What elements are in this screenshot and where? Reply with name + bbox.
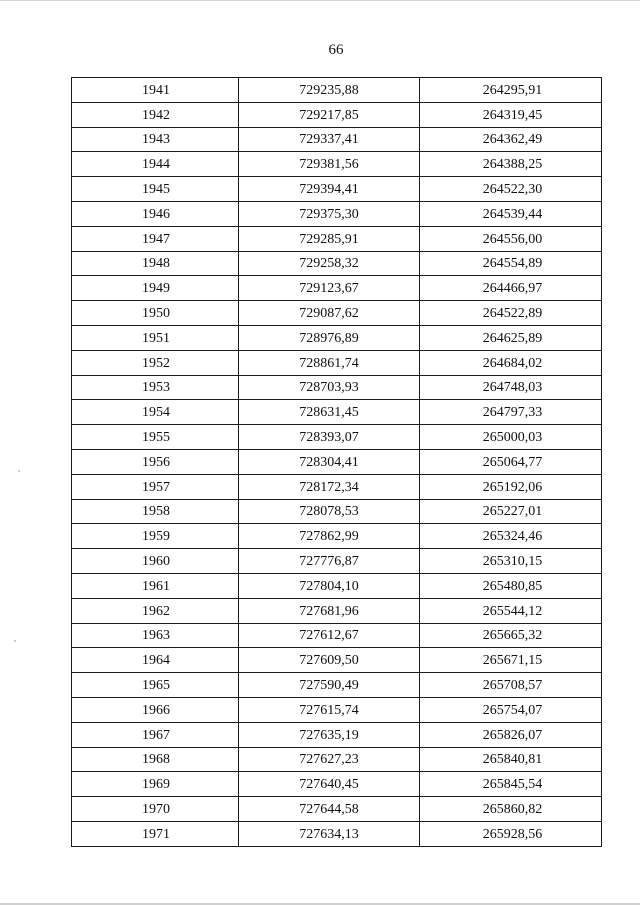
point-number-cell xyxy=(72,697,239,722)
x-coordinate-cell-value: 728393,07 xyxy=(299,430,359,446)
x-coordinate-cell-value: 729235,88 xyxy=(299,82,359,98)
y-coordinate-cell-value: 265227,01 xyxy=(482,504,543,520)
y-coordinate-cell xyxy=(420,474,602,499)
y-coordinate-cell xyxy=(420,177,602,202)
coordinates-table-body xyxy=(72,78,602,847)
y-coordinate-cell-value: 265826,07 xyxy=(482,727,543,743)
y-coordinate-cell xyxy=(420,673,602,698)
x-coordinate-cell xyxy=(239,449,420,474)
y-coordinate-cell xyxy=(420,697,602,722)
point-number-cell xyxy=(72,226,239,251)
point-number-cell-value: 1958 xyxy=(142,504,170,520)
y-coordinate-cell xyxy=(420,623,602,648)
point-number-cell xyxy=(72,400,239,425)
y-coordinate-cell-value: 264684,02 xyxy=(482,355,543,371)
table-row xyxy=(72,821,602,846)
y-coordinate-cell-value: 265845,54 xyxy=(482,777,543,793)
point-number-cell-value: 1960 xyxy=(142,554,170,570)
x-coordinate-cell-value: 727609,50 xyxy=(299,653,359,669)
point-number-cell xyxy=(72,177,239,202)
y-coordinate-cell-value: 264466,97 xyxy=(482,281,543,297)
x-coordinate-cell-value: 729394,41 xyxy=(299,182,359,198)
point-number-cell-value: 1946 xyxy=(142,206,170,222)
x-coordinate-cell xyxy=(239,772,420,797)
table-row xyxy=(72,251,602,276)
table-row xyxy=(72,301,602,326)
x-coordinate-cell xyxy=(239,177,420,202)
point-number-cell-value: 1954 xyxy=(142,405,170,421)
point-number-cell xyxy=(72,425,239,450)
y-coordinate-cell-value: 265310,15 xyxy=(482,554,543,570)
x-coordinate-cell xyxy=(239,623,420,648)
point-number-cell-value: 1966 xyxy=(142,702,170,718)
y-coordinate-cell xyxy=(420,573,602,598)
y-coordinate-cell-value: 265671,15 xyxy=(482,653,543,669)
y-coordinate-cell-value: 265860,82 xyxy=(482,802,543,817)
x-coordinate-cell xyxy=(239,226,420,251)
x-coordinate-cell xyxy=(239,78,420,103)
point-number-cell-value: 1945 xyxy=(142,182,170,198)
point-number-cell xyxy=(72,648,239,673)
y-coordinate-cell xyxy=(420,226,602,251)
x-coordinate-cell xyxy=(239,152,420,177)
point-number-cell xyxy=(72,301,239,326)
point-number-cell xyxy=(72,375,239,400)
table-row xyxy=(72,400,602,425)
table-row xyxy=(72,425,602,450)
table-row xyxy=(72,449,602,474)
x-coordinate-cell-value: 729258,32 xyxy=(299,256,359,272)
table-row xyxy=(72,648,602,673)
y-coordinate-cell xyxy=(420,747,602,772)
point-number-cell xyxy=(72,797,239,822)
y-coordinate-cell-value: 264556,00 xyxy=(482,231,543,247)
point-number-cell xyxy=(72,747,239,772)
x-coordinate-cell xyxy=(239,251,420,276)
x-coordinate-cell xyxy=(239,375,420,400)
y-coordinate-cell xyxy=(420,325,602,350)
y-coordinate-cell xyxy=(420,549,602,574)
y-coordinate-cell-value: 264522,30 xyxy=(482,182,543,198)
x-coordinate-cell-value: 727635,19 xyxy=(299,727,359,743)
y-coordinate-cell-value: 265840,81 xyxy=(482,752,543,768)
x-coordinate-cell-value: 727862,99 xyxy=(299,529,359,545)
y-coordinate-cell xyxy=(420,425,602,450)
point-number-cell xyxy=(72,102,239,127)
table-row xyxy=(72,797,602,822)
point-number-cell-value: 1944 xyxy=(142,157,170,173)
table-row xyxy=(72,524,602,549)
point-number-cell xyxy=(72,573,239,598)
x-coordinate-cell xyxy=(239,648,420,673)
x-coordinate-cell xyxy=(239,697,420,722)
y-coordinate-cell-value: 265000,03 xyxy=(482,430,543,446)
x-coordinate-cell-value: 729087,62 xyxy=(299,306,359,322)
point-number-cell-value: 1962 xyxy=(142,603,170,619)
table-row xyxy=(72,573,602,598)
point-number-cell xyxy=(72,127,239,152)
table-row xyxy=(72,549,602,574)
point-number-cell-value: 1970 xyxy=(142,802,170,817)
point-number-cell xyxy=(72,549,239,574)
y-coordinate-cell xyxy=(420,449,602,474)
y-coordinate-cell-value: 265665,32 xyxy=(482,628,543,644)
y-coordinate-cell-value: 265064,77 xyxy=(482,454,543,470)
y-coordinate-cell xyxy=(420,102,602,127)
x-coordinate-cell-value: 728172,34 xyxy=(299,479,359,495)
y-coordinate-cell xyxy=(420,276,602,301)
x-coordinate-cell-value: 728976,89 xyxy=(299,330,359,346)
y-coordinate-cell xyxy=(420,772,602,797)
table-row xyxy=(72,350,602,375)
x-coordinate-cell-value: 727627,23 xyxy=(299,752,359,768)
x-coordinate-cell-value: 727681,96 xyxy=(299,603,359,619)
x-coordinate-cell-value: 729375,30 xyxy=(299,206,359,222)
table-row xyxy=(72,474,602,499)
point-number-cell-value: 1951 xyxy=(142,330,170,346)
y-coordinate-cell xyxy=(420,524,602,549)
scan-speck xyxy=(14,640,16,642)
y-coordinate-cell-value: 265708,57 xyxy=(482,678,543,694)
y-coordinate-cell xyxy=(420,375,602,400)
y-coordinate-cell xyxy=(420,152,602,177)
y-coordinate-cell xyxy=(420,301,602,326)
x-coordinate-cell-value: 728631,45 xyxy=(299,405,359,421)
point-number-cell-value: 1971 xyxy=(142,826,170,842)
page-number: 66 xyxy=(328,42,344,58)
x-coordinate-cell xyxy=(239,127,420,152)
y-coordinate-cell xyxy=(420,821,602,846)
point-number-cell-value: 1963 xyxy=(142,628,170,644)
y-coordinate-cell-value: 265480,85 xyxy=(482,578,543,594)
x-coordinate-cell-value: 727615,74 xyxy=(299,702,359,718)
table-row xyxy=(72,375,602,400)
x-coordinate-cell xyxy=(239,350,420,375)
point-number-cell xyxy=(72,78,239,103)
x-coordinate-cell xyxy=(239,747,420,772)
point-number-cell xyxy=(72,623,239,648)
point-number-cell-value: 1957 xyxy=(142,479,170,495)
table-row xyxy=(72,325,602,350)
y-coordinate-cell-value: 265192,06 xyxy=(482,479,543,495)
x-coordinate-cell xyxy=(239,425,420,450)
x-coordinate-cell xyxy=(239,474,420,499)
y-coordinate-cell xyxy=(420,201,602,226)
x-coordinate-cell-value: 727804,10 xyxy=(299,578,359,594)
table-row xyxy=(72,226,602,251)
page-top-edge xyxy=(0,0,640,1)
point-number-cell-value: 1950 xyxy=(142,306,170,322)
table-row xyxy=(72,201,602,226)
y-coordinate-cell-value: 265324,46 xyxy=(482,529,543,545)
x-coordinate-cell xyxy=(239,201,420,226)
table-row xyxy=(72,722,602,747)
table-row xyxy=(72,177,602,202)
point-number-cell xyxy=(72,772,239,797)
point-number-cell-value: 1948 xyxy=(142,256,170,272)
y-coordinate-cell-value: 264797,33 xyxy=(482,405,543,421)
y-coordinate-cell-value: 264319,45 xyxy=(482,107,543,123)
x-coordinate-cell-value: 728703,93 xyxy=(299,380,359,396)
point-number-cell xyxy=(72,325,239,350)
x-coordinate-cell-value: 729123,67 xyxy=(299,281,359,297)
y-coordinate-cell-value: 264625,89 xyxy=(482,330,543,346)
x-coordinate-cell xyxy=(239,821,420,846)
point-number-cell-value: 1952 xyxy=(142,355,170,371)
x-coordinate-cell xyxy=(239,102,420,127)
x-coordinate-cell xyxy=(239,673,420,698)
y-coordinate-cell xyxy=(420,127,602,152)
point-number-cell-value: 1964 xyxy=(142,653,170,669)
x-coordinate-cell xyxy=(239,276,420,301)
y-coordinate-cell xyxy=(420,400,602,425)
point-number-cell-value: 1967 xyxy=(142,727,170,743)
y-coordinate-cell-value: 264362,49 xyxy=(482,132,543,148)
table-row xyxy=(72,127,602,152)
x-coordinate-cell-value: 729217,85 xyxy=(299,107,359,123)
point-number-cell xyxy=(72,821,239,846)
table-row xyxy=(72,673,602,698)
x-coordinate-cell-value: 727634,13 xyxy=(299,826,359,842)
point-number-cell xyxy=(72,474,239,499)
point-number-cell-value: 1941 xyxy=(142,82,170,98)
point-number-cell xyxy=(72,722,239,747)
x-coordinate-cell xyxy=(239,598,420,623)
point-number-cell-value: 1949 xyxy=(142,281,170,297)
x-coordinate-cell-value: 727644,58 xyxy=(299,802,359,817)
point-number-cell xyxy=(72,499,239,524)
y-coordinate-cell xyxy=(420,722,602,747)
x-coordinate-cell xyxy=(239,325,420,350)
point-number-cell-value: 1942 xyxy=(142,107,170,123)
y-coordinate-cell xyxy=(420,499,602,524)
point-number-cell-value: 1955 xyxy=(142,430,170,446)
table-row xyxy=(72,78,602,103)
scan-speck xyxy=(18,470,20,472)
table-row xyxy=(72,697,602,722)
x-coordinate-cell xyxy=(239,549,420,574)
point-number-cell-value: 1943 xyxy=(142,132,170,148)
y-coordinate-cell-value: 264522,89 xyxy=(482,306,543,322)
point-number-cell-value: 1947 xyxy=(142,231,170,247)
point-number-cell-value: 1968 xyxy=(142,752,170,768)
y-coordinate-cell-value: 264539,44 xyxy=(482,206,543,222)
point-number-cell-value: 1961 xyxy=(142,578,170,594)
point-number-cell-value: 1965 xyxy=(142,678,170,694)
y-coordinate-cell xyxy=(420,598,602,623)
y-coordinate-cell-value: 265754,07 xyxy=(482,702,543,718)
x-coordinate-cell xyxy=(239,301,420,326)
x-coordinate-cell-value: 728304,41 xyxy=(299,454,359,470)
table-row xyxy=(72,276,602,301)
x-coordinate-cell xyxy=(239,400,420,425)
y-coordinate-cell-value: 264554,89 xyxy=(482,256,543,272)
table-row xyxy=(72,772,602,797)
y-coordinate-cell xyxy=(420,797,602,822)
table-row xyxy=(72,152,602,177)
point-number-cell-value: 1969 xyxy=(142,777,170,793)
point-number-cell xyxy=(72,524,239,549)
x-coordinate-cell-value: 728078,53 xyxy=(299,504,359,520)
x-coordinate-cell xyxy=(239,797,420,822)
x-coordinate-cell-value: 727590,49 xyxy=(299,678,359,694)
x-coordinate-cell-value: 728861,74 xyxy=(299,355,359,371)
point-number-cell xyxy=(72,152,239,177)
table-row xyxy=(72,747,602,772)
x-coordinate-cell-value: 727612,67 xyxy=(299,628,359,644)
y-coordinate-cell xyxy=(420,251,602,276)
x-coordinate-cell-value: 729285,91 xyxy=(299,231,359,247)
x-coordinate-cell-value: 729381,56 xyxy=(299,157,359,173)
point-number-cell xyxy=(72,673,239,698)
table-row xyxy=(72,623,602,648)
point-number-cell xyxy=(72,276,239,301)
coordinates-table xyxy=(71,77,602,847)
x-coordinate-cell-value: 729337,41 xyxy=(299,132,359,148)
table-row xyxy=(72,499,602,524)
point-number-cell xyxy=(72,350,239,375)
x-coordinate-cell xyxy=(239,722,420,747)
x-coordinate-cell-value: 727776,87 xyxy=(299,554,359,570)
point-number-cell xyxy=(72,201,239,226)
point-number-cell xyxy=(72,449,239,474)
x-coordinate-cell xyxy=(239,524,420,549)
point-number-cell-value: 1959 xyxy=(142,529,170,545)
x-coordinate-cell xyxy=(239,573,420,598)
y-coordinate-cell-value: 265544,12 xyxy=(482,603,543,619)
y-coordinate-cell-value: 265928,56 xyxy=(482,826,543,842)
x-coordinate-cell-value: 727640,45 xyxy=(299,777,359,793)
point-number-cell xyxy=(72,598,239,623)
point-number-cell-value: 1956 xyxy=(142,454,170,470)
table-row xyxy=(72,102,602,127)
y-coordinate-cell-value: 264295,91 xyxy=(482,82,543,98)
point-number-cell xyxy=(72,251,239,276)
point-number-cell-value: 1953 xyxy=(142,380,170,396)
table-row xyxy=(72,598,602,623)
y-coordinate-cell xyxy=(420,648,602,673)
y-coordinate-cell-value: 264388,25 xyxy=(482,157,543,173)
y-coordinate-cell xyxy=(420,350,602,375)
x-coordinate-cell xyxy=(239,499,420,524)
y-coordinate-cell-value: 264748,03 xyxy=(482,380,543,396)
y-coordinate-cell xyxy=(420,78,602,103)
